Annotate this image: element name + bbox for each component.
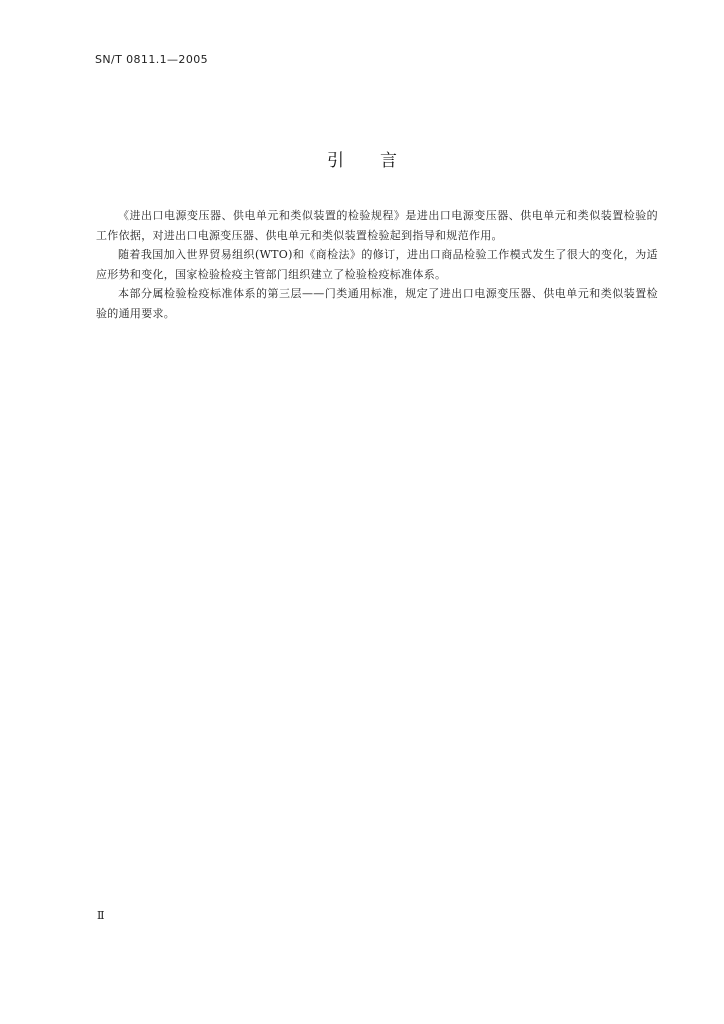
page-number: Ⅱ: [97, 909, 105, 922]
paragraph-1: 《进出口电源变压器、供电单元和类似装置的检验规程》是进出口电源变压器、供电单元和类似装置检验的工作依据，对进出口电源变压器、供电单元和类似装置检验起到指导和规范作用。: [96, 209, 658, 242]
section-title: 引言: [327, 151, 433, 171]
paragraph-3: 本部分属检验检疫标准体系的第三层——门类通用标准，规定了进出口电源变压器、供电单元和类似装置检验的通用要求。: [96, 287, 658, 320]
standard-code: SN/T 0811.1—2005: [95, 53, 209, 66]
introduction-body: [96, 206, 658, 323]
paragraph-2: 随着我国加入世界贸易组织(WTO)和《商检法》的修订，进出口商品检验工作模式发生了很大的变化，为适应形势和变化，国家检验检疫主管部门组织建立了检验检疫标准体系。: [96, 248, 658, 281]
